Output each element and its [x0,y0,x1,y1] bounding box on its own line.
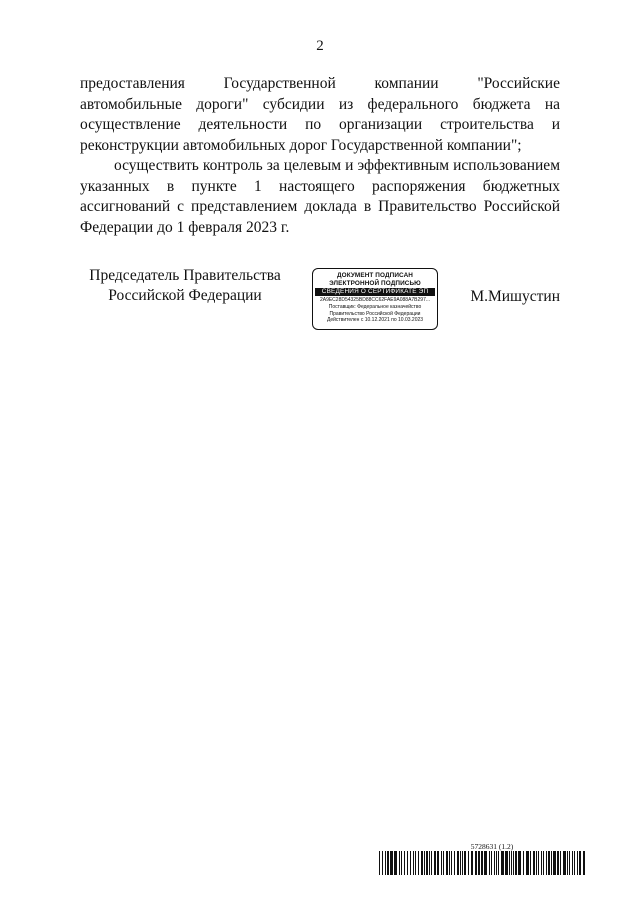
stamp-validity: Действителен с 10.12.2021 по 10.03.2023 [326,317,424,324]
stamp-issuer-line2: Правительство Российской Федерации [329,310,421,317]
body-text [80,74,560,238]
barcode-image [378,851,586,875]
signer-title-line2: Российской Федерации [108,287,262,304]
stamp-line2: ЭЛЕКТРОННОЙ ПОДПИСЬЮ [329,279,421,287]
signer-title [80,266,290,306]
paragraph-subsidy: предоставления Государственной компании "Российские автомобильные дороги" субсидии из федерального бюджета на осуществление деятельности по организации строительства и реконструкции автомобильных дорог Государственной компании"; [80,75,560,154]
signer-title-line1: Председатель Правительства [89,267,281,284]
paragraph-control: осуществить контроль за целевым и эффективным использованием указанных в пункте 1 настоящего распоряжения бюджетных ассигнований с представлением доклада в Правительство Российской Федерации до 1 февраля 2023 г. [80,157,560,236]
electronic-signature-stamp [312,268,438,330]
document-code: 5728631 (1.2) [470,842,514,851]
stamp-issuer-line1: Поставщик: Федеральное казначейство [328,303,422,310]
stamp-line1: ДОКУМЕНТ ПОДПИСАН [336,272,414,279]
page-number: 2 [316,38,324,54]
stamp-certificate-band: СВЕДЕНИЯ О СЕРТИФИКАТЕ ЭП [315,288,435,296]
stamp-certificate-id: 2A9EC28D54325BD88CC62FAE9A088A7B297... [319,297,431,303]
barcode-icon [378,851,586,875]
signer-name: М.Мишустин [470,288,560,305]
